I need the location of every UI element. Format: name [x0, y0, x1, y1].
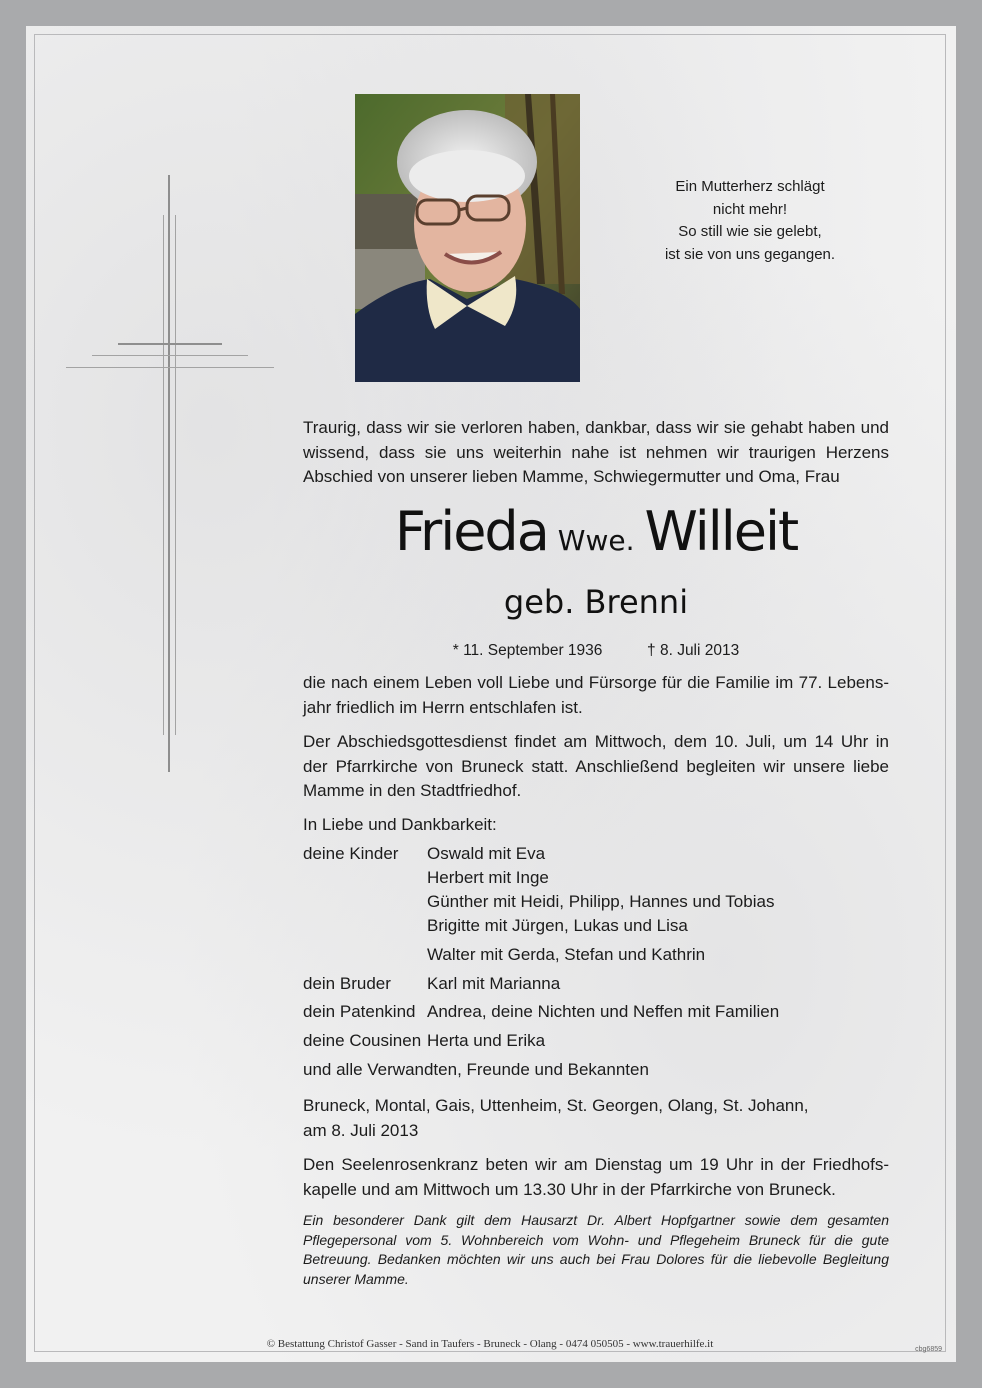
intro-line: Traurig, dass wir sie verloren haben, dankbar, dass wir sie gehabt haben und: [303, 418, 889, 437]
document-code: cbg6859: [915, 1346, 942, 1353]
mourner-names: Günther mit Heidi, Philipp, Hannes und Tobias: [427, 892, 775, 911]
widow-title: Wwe.: [557, 524, 635, 557]
mourner-names: Andrea, deine Nichten und Neffen mit Familien: [427, 1002, 780, 1021]
maiden-name: geb. Brenni: [503, 583, 689, 621]
mourner-names: Herta und Erika: [427, 1031, 546, 1050]
mourner-names: Herbert mit Inge: [427, 868, 549, 887]
life-paragraph: [303, 671, 889, 720]
date-line: am 8. Juli 2013: [303, 1120, 419, 1140]
death-date: † 8. Juli 2013: [647, 642, 740, 659]
life-line: jahr friedlich im Herrn entschlafen ist.: [303, 697, 583, 717]
rosary-line: Den Seelenrosenkranz beten wir am Dienstag um 19 Uhr in der Friedhofs-: [303, 1155, 889, 1174]
mourner-relation: deine Cousinen: [303, 1031, 422, 1050]
deceased-name: [303, 498, 889, 575]
quote-line: So still wie sie gelebt,: [678, 223, 822, 240]
birth-date: * 11. September 1936: [452, 642, 603, 659]
mourner-relation: dein Patenkind: [303, 1002, 416, 1021]
intro-paragraph: [303, 416, 889, 490]
quote-line: Ein Mutterherz schlägt: [675, 178, 825, 195]
funeral-home-footer: © Bestattung Christof Gasser - Sand in Taufers - Bruneck - Olang - 0474 050505 - www.trauerhilfe.it: [266, 1338, 714, 1350]
mourner-names: Brigitte mit Jürgen, Lukas und Lisa: [427, 916, 688, 935]
place-date: [303, 1094, 889, 1143]
last-name: Willeit: [644, 500, 798, 563]
place-line: Bruneck, Montal, Gais, Uttenheim, St. Georgen, Olang, St. Johann,: [303, 1096, 809, 1115]
life-line: die nach einem Leben voll Liebe und Fürsorge für die Familie im 77. Lebens-: [303, 673, 889, 692]
mourner-names: Karl mit Marianna: [427, 974, 561, 993]
quote-line: nicht mehr!: [712, 200, 788, 218]
memorial-quote: [600, 176, 900, 266]
mourners-closing: und alle Verwandten, Freunde und Bekannten: [303, 1060, 649, 1079]
thanks-paragraph: [303, 1211, 889, 1289]
portrait-photo: [355, 94, 580, 382]
intro-line: wissend, dass sie uns weiterhin nahe ist nehmen wir traurigen Herzens: [303, 442, 889, 462]
rosary-paragraph: [303, 1153, 889, 1202]
service-line: Der Abschiedsgottesdienst findet am Mittwoch, dem 10. Juli, um 14 Uhr in: [303, 732, 889, 751]
mourners-heading: In Liebe und Dankbarkeit:: [303, 815, 497, 834]
thanks-line: unserer Mamme.: [303, 1270, 409, 1287]
cross-icon: [60, 175, 280, 780]
mourner-relation: deine Kinder: [303, 844, 399, 863]
mourner-names: Walter mit Gerda, Stefan und Kathrin: [427, 945, 706, 964]
service-line: Mamme in den Stadtfriedhof.: [303, 781, 522, 800]
service-line: der Pfarrkirche von Bruneck statt. Anschließend begleiten wir unsere liebe: [303, 756, 889, 776]
thanks-line: Pflegepersonal vom 5. Wohnbereich vom Wohn- und Pflegeheim Bruneck für die gute: [303, 1231, 889, 1248]
mourner-names: Oswald mit Eva: [427, 844, 546, 863]
mourner-relation: dein Bruder: [303, 974, 391, 993]
rosary-line: kapelle und am Mittwoch um 13.30 Uhr in der Pfarrkirche von Bruneck.: [303, 1179, 836, 1199]
quote-line: ist sie von uns gegangen.: [664, 245, 836, 263]
intro-line: Abschied von unserer lieben Mamme, Schwiegermutter und Oma, Frau: [303, 467, 840, 486]
first-name: Frieda: [394, 500, 548, 563]
thanks-line: Betreuung. Bedanken möchten wir uns auch bei Frau Dolores für die liebevolle Begleitung: [303, 1251, 889, 1267]
service-paragraph: [303, 730, 889, 804]
thanks-line: Ein besonderer Dank gilt dem Hausarzt Dr. Albert Hopfgartner sowie dem gesamten: [303, 1212, 889, 1228]
life-dates: [303, 640, 889, 662]
